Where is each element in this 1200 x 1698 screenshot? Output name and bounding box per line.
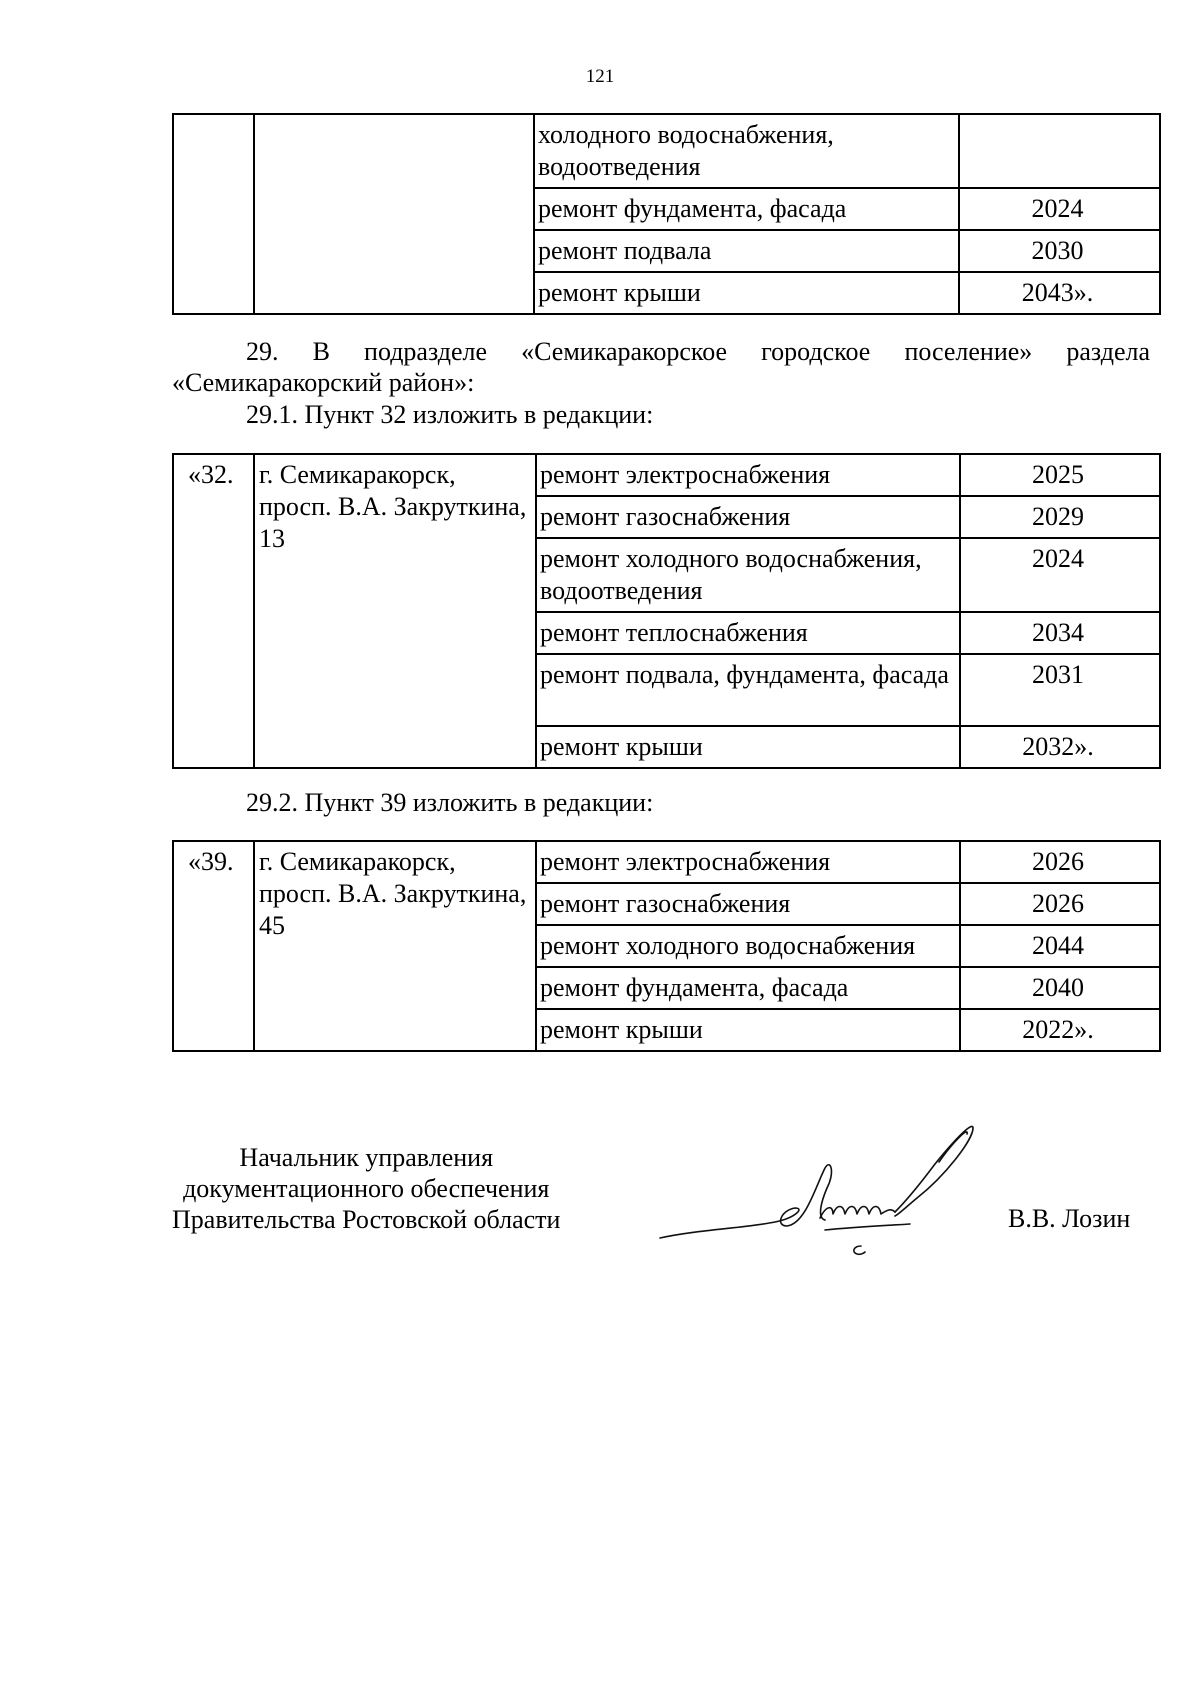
year-cell: 2040 <box>960 967 1160 1009</box>
year-cell: 2030 <box>959 230 1160 272</box>
num-cell <box>173 114 254 314</box>
address-cell: г. Семикаракорск, просп. В.А. Закруткина, 13 <box>254 454 536 768</box>
work-cell: ремонт подвала <box>534 230 959 272</box>
work-cell: холодного водоснабжения, водоотведения <box>534 114 959 188</box>
work-cell: ремонт фундамента, фасада <box>536 967 960 1009</box>
year-cell: 2032». <box>960 726 1160 768</box>
signatory-title-line: Правительства Ростовской области <box>172 1205 561 1234</box>
table-row <box>173 114 1160 188</box>
signatory-title-line: документационного обеспечения <box>183 1174 550 1203</box>
work-cell: ремонт крыши <box>536 1009 960 1051</box>
year-cell: 2034 <box>960 612 1160 654</box>
year-cell <box>959 114 1160 188</box>
year-cell: 2044 <box>960 925 1160 967</box>
handwritten-signature <box>655 1118 985 1263</box>
page-number: 121 <box>585 66 615 87</box>
table-item-32 <box>172 453 1161 769</box>
year-cell: 2031 <box>960 654 1160 726</box>
year-cell: 2026 <box>960 883 1160 925</box>
work-cell: ремонт холодного водоснабжения <box>536 925 960 967</box>
year-cell: 2024 <box>959 188 1160 230</box>
work-cell: ремонт газоснабжения <box>536 496 960 538</box>
year-cell: 2043». <box>959 272 1160 314</box>
year-cell: 2022». <box>960 1009 1160 1051</box>
signatory-title <box>172 1142 560 1235</box>
address-cell: г. Семикаракорск, просп. В.А. Закруткина, 45 <box>254 841 536 1051</box>
work-cell: ремонт электроснабжения <box>536 841 960 883</box>
paragraph-29: 29. В подразделе «Семикаракорское городское поселение» раздела «Семикаракорский район»: <box>172 337 1150 397</box>
year-cell: 2025 <box>960 454 1160 496</box>
year-cell: 2024 <box>960 538 1160 612</box>
address-cell <box>254 114 534 314</box>
work-cell: ремонт крыши <box>534 272 959 314</box>
paragraph-29-2: 29.2. Пункт 39 изложить в редакции: <box>246 788 654 817</box>
year-cell: 2026 <box>960 841 1160 883</box>
work-cell: ремонт газоснабжения <box>536 883 960 925</box>
year-cell: 2029 <box>960 496 1160 538</box>
table-row <box>173 454 1160 496</box>
table-continuation <box>172 113 1161 315</box>
paragraph-29-1: 29.1. Пункт 32 изложить в редакции: <box>246 400 654 429</box>
item-number: «32. <box>173 454 254 768</box>
signatory-name: В.В. Лозин <box>1008 1204 1131 1233</box>
table-row <box>173 841 1160 883</box>
work-cell: ремонт крыши <box>536 726 960 768</box>
work-cell: ремонт теплоснабжения <box>536 612 960 654</box>
work-cell: ремонт фундамента, фасада <box>534 188 959 230</box>
signatory-title-line: Начальник управления <box>239 1143 494 1172</box>
work-cell: ремонт холодного водоснабжения, водоотведения <box>536 538 960 612</box>
item-number: «39. <box>173 841 254 1051</box>
work-cell: ремонт электроснабжения <box>536 454 960 496</box>
work-cell: ремонт подвала, фундамента, фасада <box>536 654 960 726</box>
table-item-39 <box>172 840 1161 1052</box>
